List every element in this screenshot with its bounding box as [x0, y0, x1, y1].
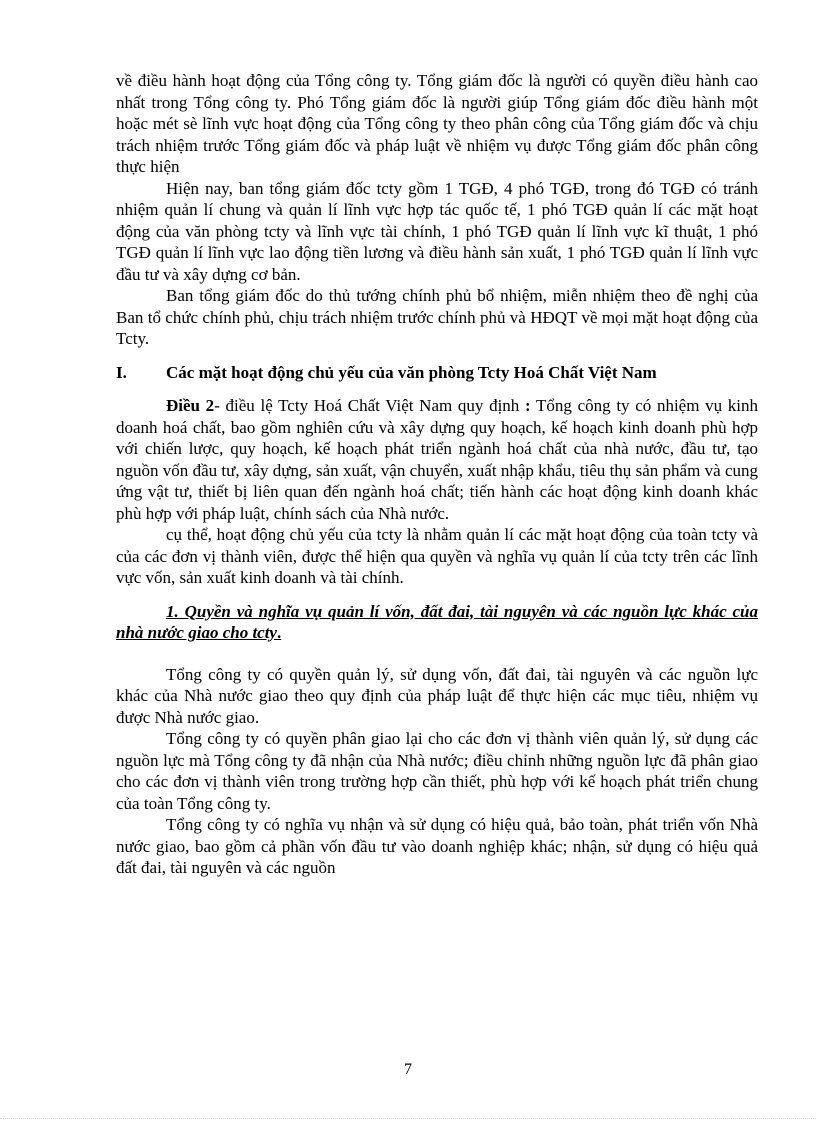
- section-number: I.: [116, 362, 127, 382]
- page-body: [116, 70, 758, 879]
- paragraph-executive-role: về điều hành hoạt động của Tổng công ty. Tổng giám đốc là người có quyền điều hành cao nhất trong Tổng công ty. Phó Tổng giám đốc là người giúp Tổng giám đốc điều hành một hoặc mét sè lĩnh vực hoạt động của Tổng công ty theo phân công của Tổng giám đốc và chịu trách nhiệm trước Tổng giám đốc và pháp luật về nhiệm vụ được Tổng giám đốc phân công thực hiện: [116, 71, 758, 176]
- subsection-heading: [116, 601, 758, 644]
- article-body: Tổng công ty có nhiệm vụ kinh doanh hoá chất, bao gồm nghiên cứu và xây dựng quy hoạch, kế hoạch kinh doanh phù hợp với chiến lược, quy hoạch, kế hoạch phát triển ngành hoá chất của nhà nước, đầu tư, tạo nguồn vốn đầu tư, xây dựng, sản xuất, vận chuyển, xuất nhập khẩu, tiêu thụ sản phẩm và cung ứng vật tư, thiết bị liên quan đến ngành hoá chất; tiến hành các hoạt động kinh doanh khác phù hợp với pháp luật, chính sách của Nhà nước.: [116, 396, 759, 523]
- paragraph-board-composition: Hiện nay, ban tổng giám đốc tcty gồm 1 TGĐ, 4 phó TGĐ, trong đó TGĐ có tránh nhiệm quản lí chung và quản lí lĩnh vực hợp tác quốc tế, 1 phó TGĐ quản lí các mặt hoạt động của văn phòng tcty và lĩnh vực tài chính, 1 phó TGĐ quản lí lĩnh vực kĩ thuật, 1 phó TGĐ quản lí lĩnh vực lao động tiền lương và điều hành sản xuất, 1 phó TGĐ quản lí lĩnh vực đầu tư và xây dựng cơ bản.: [116, 178, 758, 284]
- paragraph-detail: cụ thể, hoạt động chủ yếu của tcty là nhằm quản lí các mặt hoạt động của toàn tcty và của các đơn vị thành viên, được thể hiện qua quyền và nghĩa vụ quản lí của tcty trên các lĩnh vực vốn, sản xuất kinh doanh và tài chính.: [116, 525, 758, 587]
- subsection-end: .: [276, 623, 282, 642]
- paragraph-article-2: [116, 395, 758, 524]
- paragraph-appointment: Ban tổng giám đốc do thủ tướng chính phủ bổ nhiệm, miễn nhiệm theo đề nghị của Ban tổ chức chính phủ, chịu trách nhiệm trước chính phủ và HĐQT về mọi mặt hoạt động của Tcty.: [116, 286, 758, 348]
- section-title: Các mặt hoạt động chủ yếu của văn phòng Tcty Hoá Chất Việt Nam: [166, 362, 657, 382]
- paragraph-reallocation-rights: Tổng công ty có quyền phân giao lại cho các đơn vị thành viên quản lý, sử dụng các nguồn lực mà Tổng công ty đã nhận của Nhà nước; điều chỉnh những nguồn lực đã phân giao cho các đơn vị thành viên trong trường hợp cần thiết, phù hợp với kế hoạch phát triển chung của toàn Tổng công ty.: [116, 729, 758, 813]
- paragraph-management-rights: Tổng công ty có quyền quản lý, sử dụng vốn, đất đai, tài nguyên và các nguồn lực khác của Nhà nước giao theo quy định của pháp luật để thực hiện các mục tiêu, nhiệm vụ được Nhà nước giao.: [116, 664, 758, 727]
- page-number: 7: [404, 1061, 412, 1078]
- article-colon: :: [524, 396, 531, 415]
- page-bottom-divider: [0, 1118, 816, 1119]
- article-lead: Điều 2: [166, 396, 215, 415]
- paragraph-obligations: Tổng công ty có nghĩa vụ nhận và sử dụng có hiệu quả, bảo toàn, phát triển vốn Nhà nước giao, bao gồm cả phần vốn đầu tư vào doanh nghiệp khác; nhận, sử dụng có hiệu quả đất đai, tài nguyên và các nguồn: [116, 815, 758, 877]
- subsection-title: 1. Quyền và nghĩa vụ quản lí vốn, đất đai, tài nguyên và các nguồn lực khác của nhà nước giao cho tcty: [116, 601, 758, 642]
- section-heading: [116, 362, 758, 384]
- article-dash: - điều lệ Tcty Hoá Chất Việt Nam quy định: [214, 396, 525, 415]
